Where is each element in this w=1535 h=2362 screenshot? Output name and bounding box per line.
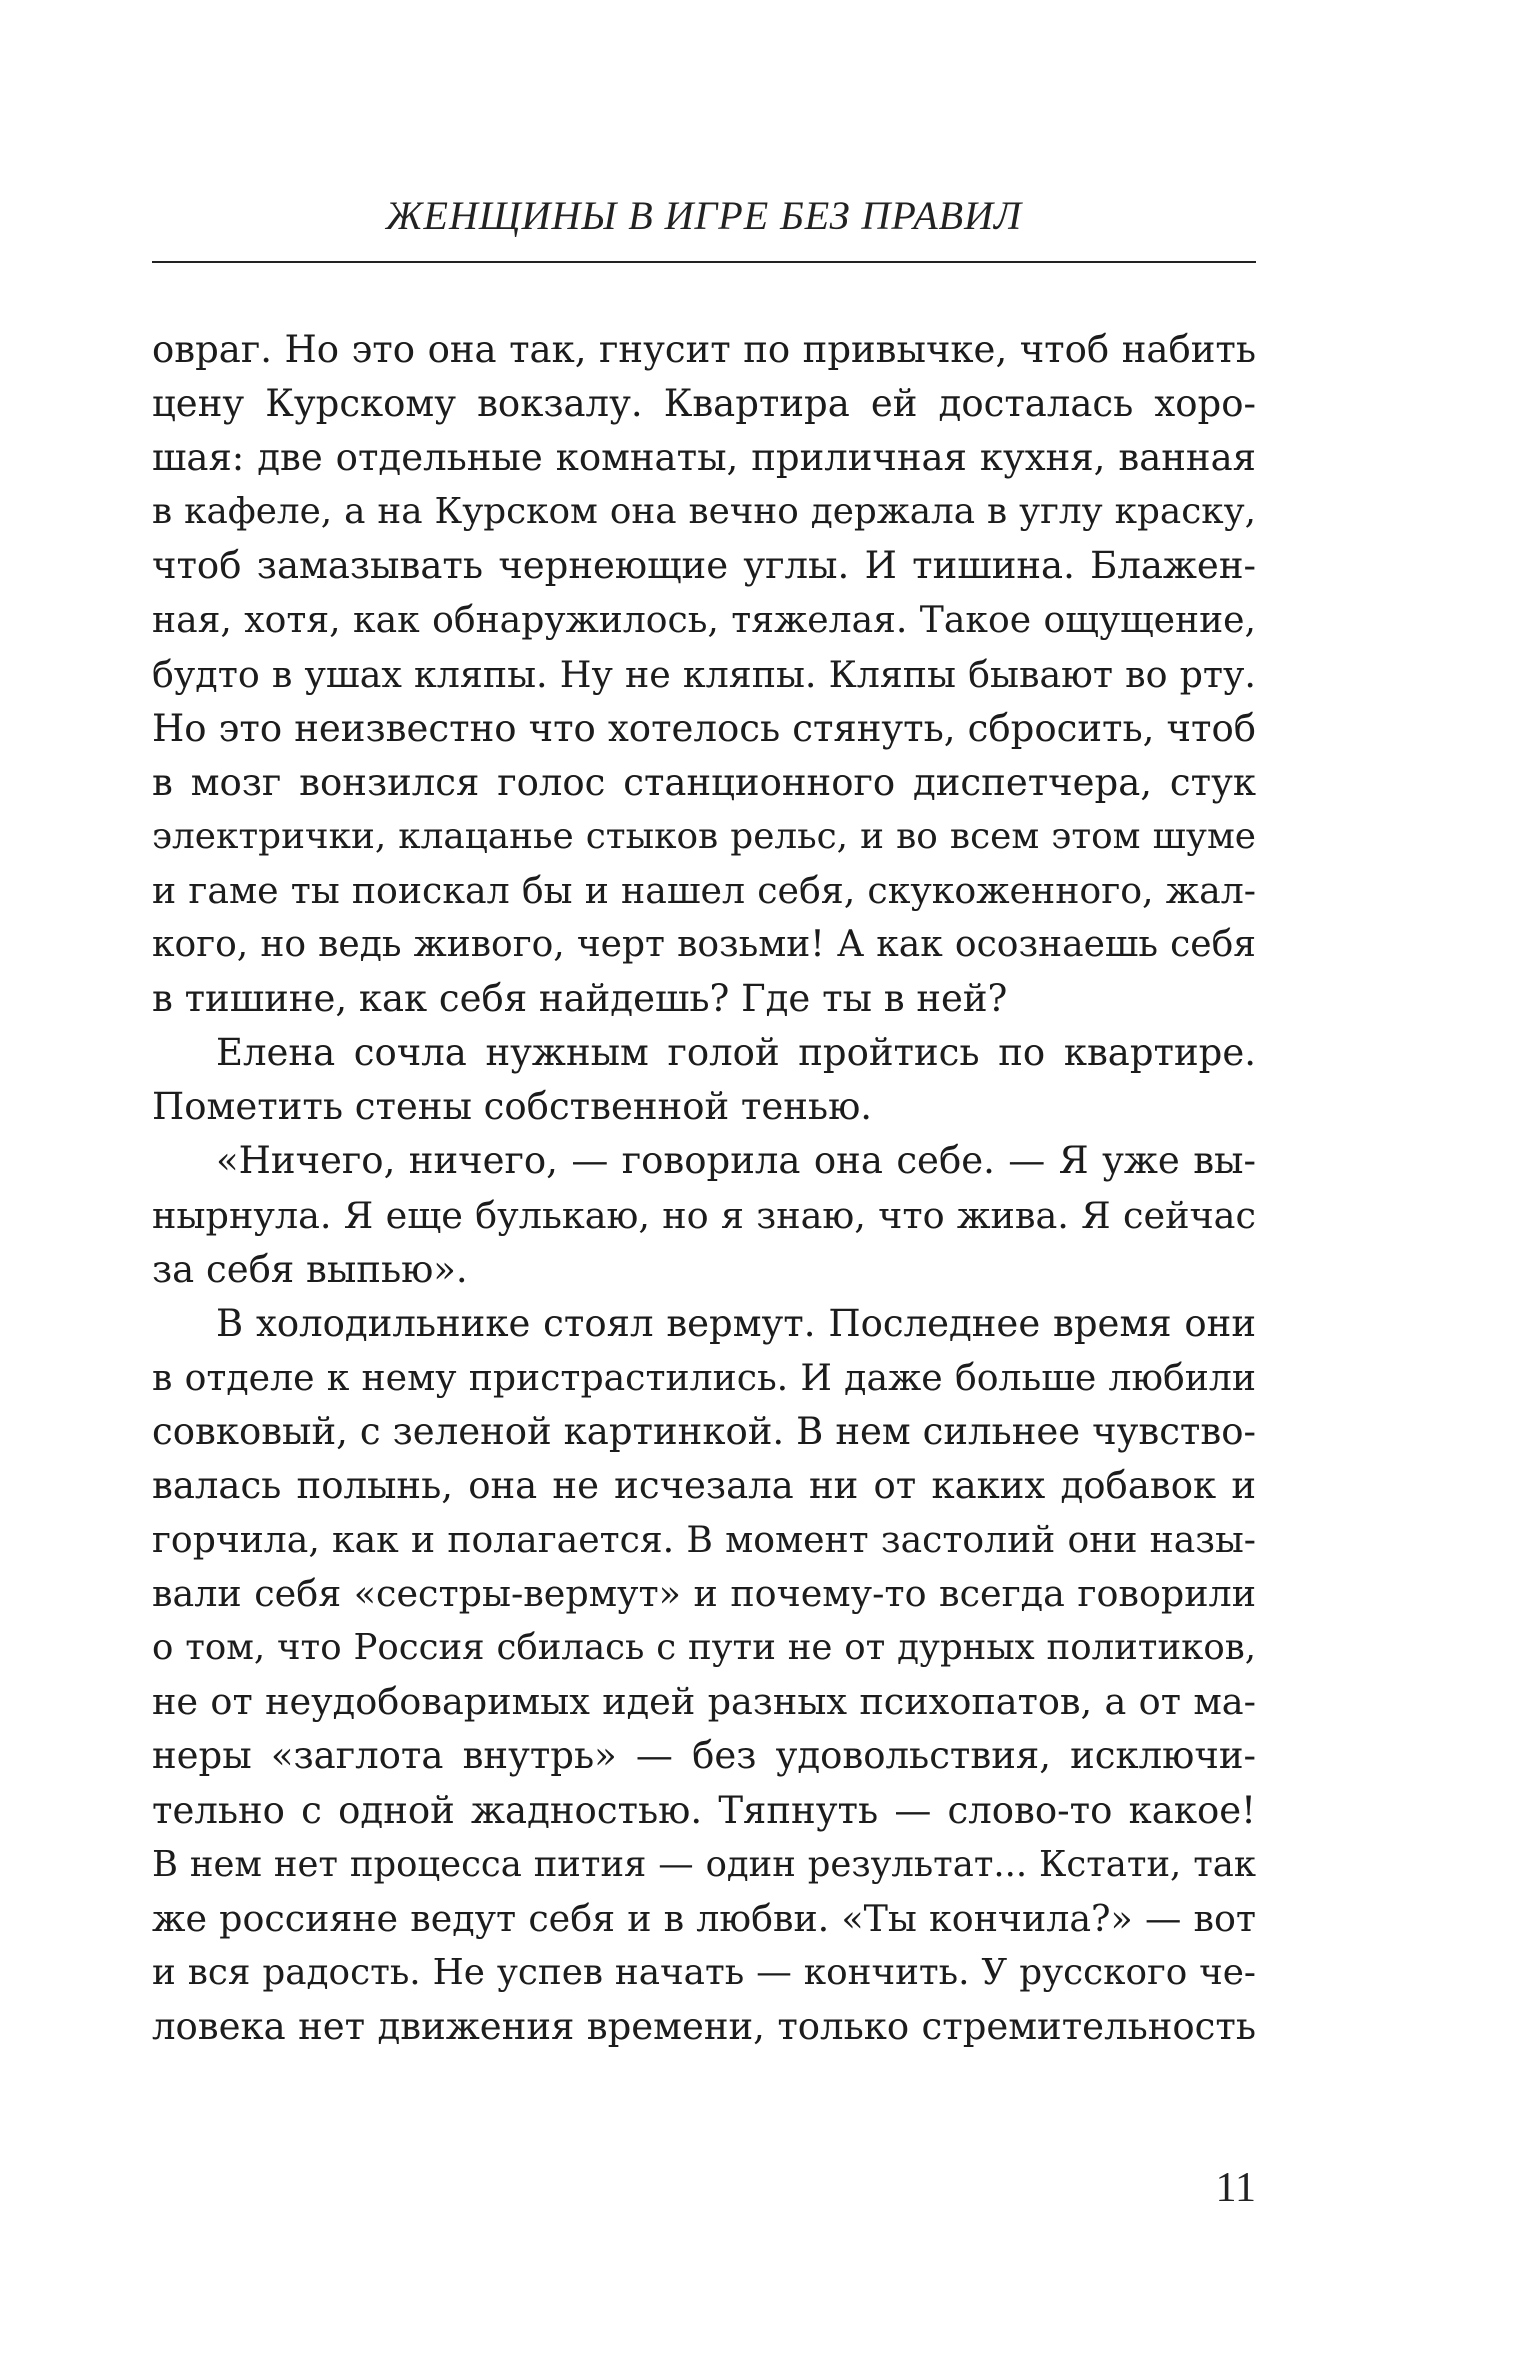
text-line: чтоб замазывать чернеющие углы. И тишина. Блажен- [152, 544, 1256, 588]
text-line: «Ничего, ничего, — говорила она себе. — Я уже вы- [216, 1139, 1256, 1183]
text-line: и гаме ты поискал бы и нашел себя, скукоженного, жал- [152, 868, 1256, 912]
text-line: горчила, как и полагается. В момент застолий они назы- [152, 1518, 1256, 1562]
text-line: в тишине, как себя найдешь? Где ты в ней? [152, 977, 1008, 1021]
running-head: ЖЕНЩИНЫ В ИГРЕ БЕЗ ПРАВИЛ [385, 193, 1023, 238]
text-line: Елена сочла нужным голой пройтись по квартире. [216, 1031, 1256, 1075]
text-line: в кафеле, а на Курском она вечно держала в углу краску, [152, 491, 1256, 533]
header-rule [152, 261, 1256, 263]
text-line: цену Курскому вокзалу. Квартира ей досталась хоро- [152, 382, 1256, 426]
text-line: вали себя «сестры-вермут» и почему-то всегда говорили [152, 1572, 1256, 1616]
text-line: будто в ушах кляпы. Ну не кляпы. Кляпы бывают во рту. [152, 652, 1256, 696]
text-line: овраг. Но это она так, гнусит по привычке, чтоб набить [152, 328, 1256, 371]
text-line: же россияне ведут себя и в любви. «Ты кончила?» — вот [152, 1896, 1256, 1940]
text-line: в мозг вонзился голос станционного диспетчера, стук [152, 760, 1256, 804]
text-line: В холодильнике стоял вермут. Последнее время они [216, 1301, 1256, 1345]
text-line: ловека нет движения времени, только стремительность [152, 2004, 1256, 2048]
text-line: и вся радость. Не успев начать — кончить. У русского че- [152, 1951, 1256, 1993]
text-line: тельно с одной жадностью. Тяпнуть — слово-то какое! [152, 1788, 1256, 1832]
text-line: о том, что Россия сбилась с пути не от дурных политиков, [152, 1627, 1256, 1669]
text-line: валась полынь, она не исчезала ни от каких добавок и [152, 1463, 1256, 1507]
text-line: В нем нет процесса пития — один результат... Кстати, так [152, 1843, 1256, 1885]
text-line: в отделе к нему пристрастились. И даже больше любили [152, 1355, 1256, 1399]
text-line: неры «заглота внутрь» — без удовольствия, исключи- [152, 1734, 1256, 1778]
text-line: нырнула. Я еще булькаю, но я знаю, что жива. Я сейчас [152, 1193, 1256, 1237]
text-line: не от неудобоваримых идей разных психопатов, а от ма- [152, 1680, 1256, 1724]
body-text [152, 323, 1256, 2054]
text-line: Но это неизвестно что хотелось стянуть, сбросить, чтоб [152, 706, 1256, 750]
text-line: за себя выпью». [152, 1247, 468, 1291]
page-number: 11 [1215, 2165, 1256, 2211]
text-line: Пометить стены собственной тенью. [152, 1085, 873, 1129]
text-line: кого, но ведь живого, черт возьми! А как осознаешь себя [152, 924, 1256, 966]
text-line: шая: две отдельные комнаты, приличная кухня, ванная [152, 436, 1256, 480]
text-line: ная, хотя, как обнаружилось, тяжелая. Такое ощущение, [152, 598, 1256, 642]
text-line: совковый, с зеленой картинкой. В нем сильнее чувство- [152, 1409, 1256, 1453]
text-line: электрички, клацанье стыков рельс, и во всем этом шуме [152, 815, 1256, 857]
